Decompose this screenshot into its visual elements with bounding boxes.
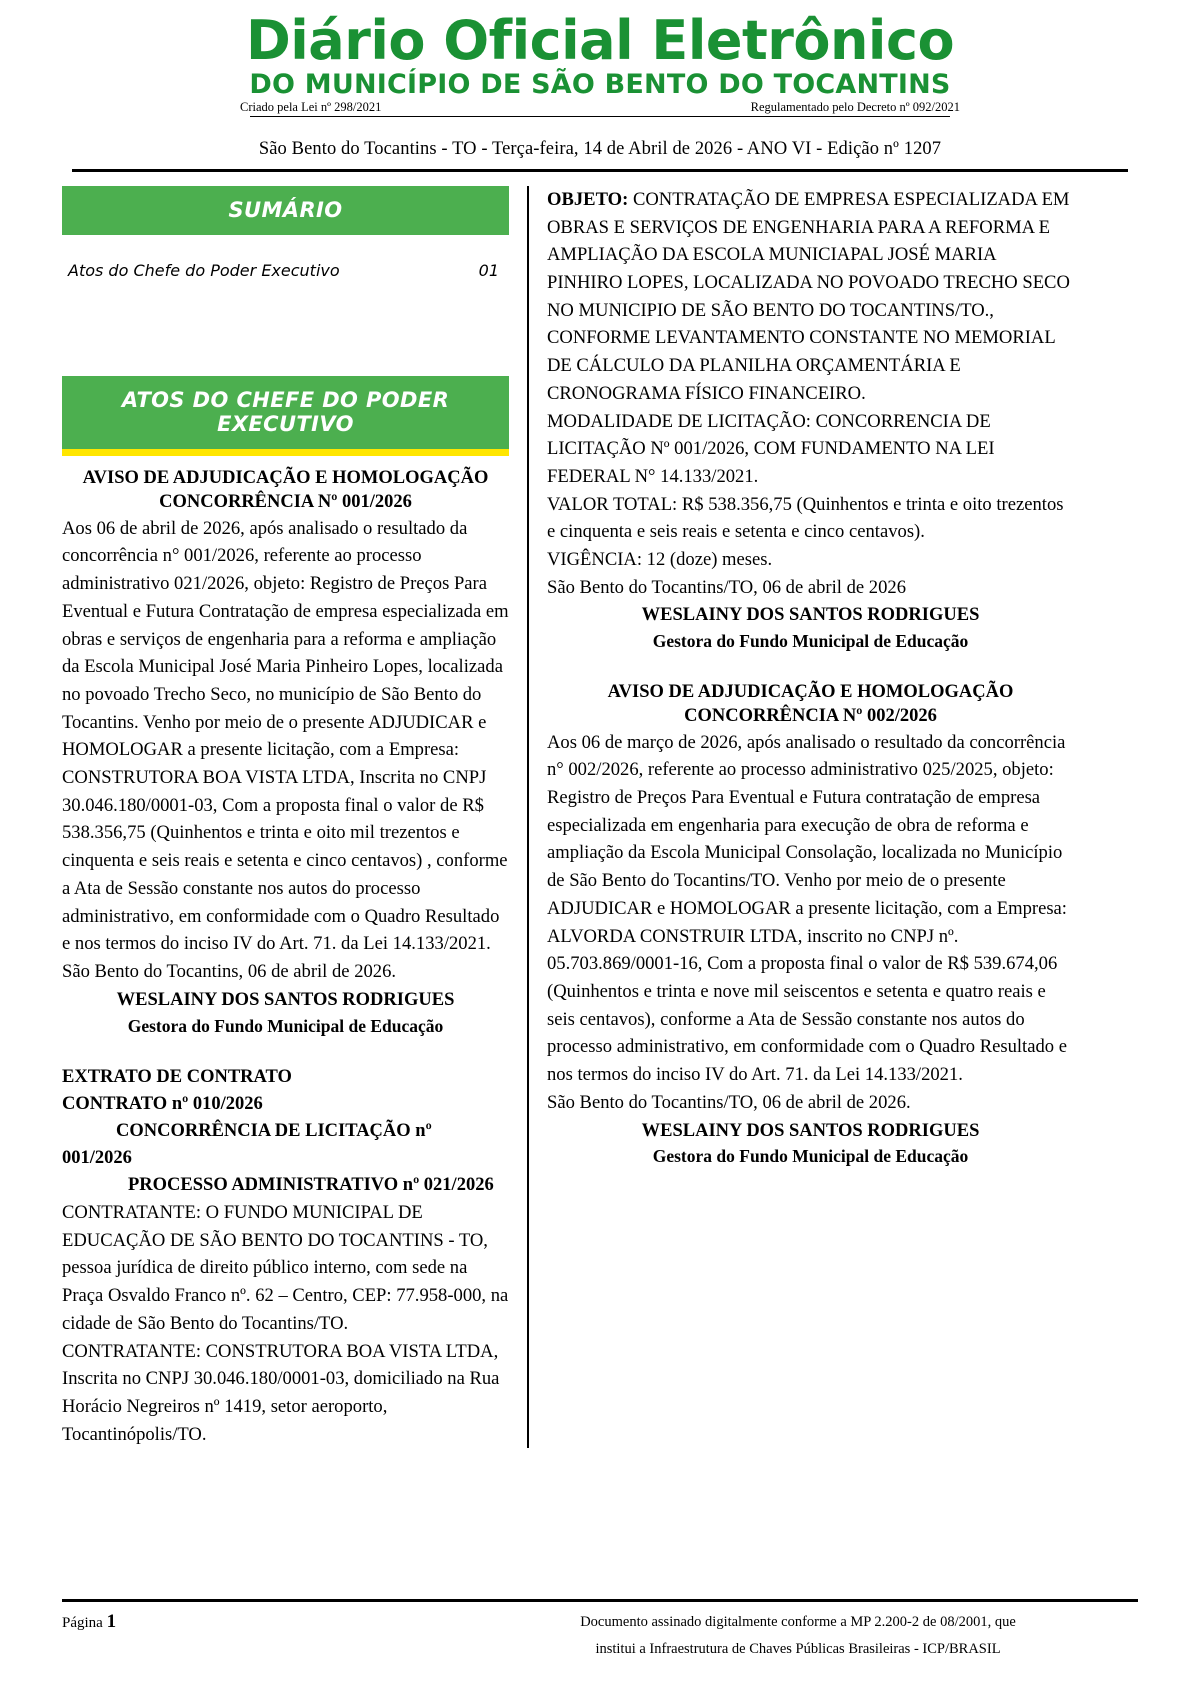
vigencia: VIGÊNCIA: 12 (doze) meses. (547, 549, 773, 571)
spacer (547, 654, 1074, 680)
notice1-place-date: São Bento do Tocantins, 06 de abril de 2026. (62, 960, 397, 982)
masthead-title: Diário Oficial Eletrônico (245, 9, 955, 72)
notice1-signer-role: Gestora do Fundo Municipal de Educação (127, 1015, 444, 1036)
notice1-title-line1: AVISO DE ADJUDICAÇÃO E HOMOLOGAÇÃO (82, 467, 489, 488)
spacer (62, 280, 509, 376)
edition-dateline: São Bento do Tocantins - TO - Terça-feira, 14 de Abril de 2026 - ANO VI - Edição nº 1207 (258, 138, 942, 159)
valor-total: VALOR TOTAL: R$ 538.356,75 (Quinhentos e trinta e oito trezentos e cinquenta e seis reais e setenta e cinco centavos). (547, 493, 1064, 543)
summary-item-label: Atos do Chefe do Poder Executivo (68, 260, 340, 280)
masthead-subtitle: DO MUNICÍPIO DE SÃO BENTO DO TOCANTINS (249, 69, 951, 100)
summary-banner: SUMÁRIO (62, 186, 509, 235)
notice2-title-line2: CONCORRÊNCIA Nº 002/2026 (684, 706, 937, 727)
summary-item-page: 01 (478, 260, 499, 280)
objeto-paragraph (547, 186, 1074, 408)
notice2-signer-role: Gestora do Fundo Municipal de Educação (652, 1146, 969, 1167)
extrato-contratada: CONTRATANTE: CONSTRUTORA BOA VISTA LTDA, Inscrita no CNPJ 30.046.180/0001-03, domiciliado na Rua Horácio Negreiros nº 1419, setor aeroporto, Tocantinópolis/TO. (62, 1340, 500, 1445)
modalidade-licitacao: MODALIDADE DE LICITAÇÃO: CONCORRENCIA DE LICITAÇÃO Nº 001/2026, COM FUNDAMENTO NA LEI FEDERAL N° 14.133/2021. (547, 410, 995, 487)
notice2-body: Aos 06 de março de 2026, após analisado o resultado da concorrência n° 002/2026, referente ao processo administrativo 025/2025, objeto: Registro de Preços Para Eventual e Futura contratação de empresa especializada em engenharia para execução de obra de reforma e ampliação da Escola Municipal Consolação, localizada no Município de São Bento do Tocantins/TO. Venho por meio de o presente ADJUDICAR e HOMOLOGAR a presente licitação, com a Empresa: ALVORDA CONSTRUIR LTDA, inscrito no CNPJ nº. 05.703.869/0001-16, Com a proposta final o valor de R$ 539.674,06 (Quinhentos e trinta e nove mil seiscentos e setenta e quatro reais e seis centavos), conforme a Ata de Sessão constante nos autos do processo administrativo, em conformidade com o Quadro Resultado e nos termos do inciso IV do Art. 71. da Lei 14.133/2021. (547, 731, 1067, 1086)
signature-note-line1: Documento assinado digitalmente conforme a MP 2.200-2 de 08/2001, que (580, 1614, 1016, 1631)
page-label: Página (62, 1615, 103, 1632)
right-column (529, 186, 1074, 1448)
notice1-title-line2: CONCORRÊNCIA Nº 001/2026 (159, 492, 412, 513)
section-banner: ATOS DO CHEFE DO PODER EXECUTIVO (62, 376, 509, 449)
summary-item-atos[interactable] (62, 235, 509, 280)
creation-law: Criado pela Lei nº 298/2021 (240, 100, 382, 115)
extrato-heading: EXTRATO DE CONTRATO (62, 1067, 292, 1088)
masthead-divider (250, 116, 950, 117)
objeto-text: CONTRATAÇÃO DE EMPRESA ESPECIALIZADA EM OBRAS E SERVIÇOS DE ENGENHARIA PARA A REFORMA E AMPLIAÇÃO DA ESCOLA MUNICIAPAL JOSÉ MARIA PINHIRO LOPES, LOCALIZADA NO POVOADO TRECHO SECO NO MUNICIPIO DE SÃO BENTO DO TOCANTINS/TO., CONFORME LEVANTAMENTO CONSTANTE NO MEMORIAL DE CÁLCULO DA PLANILHA ORÇAMENTÁRIA E CRONOGRAMA FÍSICO FINANCEIRO. (547, 188, 1070, 404)
right-place-date: São Bento do Tocantins/TO, 06 de abril de 2026 (547, 576, 906, 598)
right-signer-role: Gestora do Fundo Municipal de Educação (652, 631, 969, 652)
masthead-legal-refs (240, 101, 960, 115)
content-columns (0, 186, 1200, 1448)
extrato-concorrencia-number: 001/2026 (62, 1148, 132, 1169)
notice2-place-date: São Bento do Tocantins/TO, 06 de abril de 2026. (547, 1091, 911, 1113)
left-column (62, 186, 527, 1448)
page-indicator (62, 1609, 116, 1633)
masthead (0, 0, 1200, 117)
yellow-stripe (62, 449, 509, 456)
extrato-contrato-number: CONTRATO nº 010/2026 (62, 1094, 263, 1115)
page-number: 1 (106, 1611, 117, 1633)
notice2-title-line1: AVISO DE ADJUDICAÇÃO E HOMOLOGAÇÃO (607, 681, 1014, 702)
spacer (62, 1038, 509, 1064)
objeto-label: OBJETO: (547, 188, 629, 210)
extrato-concorrencia-label: CONCORRÊNCIA DE LICITAÇÃO nº (116, 1121, 432, 1142)
notice1-signer-name: WESLAINY DOS SANTOS RODRIGUES (116, 989, 455, 1010)
digital-signature-note (468, 1609, 1128, 1663)
footer-divider (62, 1599, 1138, 1602)
section-banner-block (62, 376, 509, 456)
summary-box (62, 186, 509, 280)
regulation-decree: Regulamentado pelo Decreto nº 092/2021 (750, 100, 960, 115)
extrato-contratante: CONTRATANTE: O FUNDO MUNICIPAL DE EDUCAÇÃO DE SÃO BENTO DO TOCANTINS - TO, pessoa jurídica de direito público interno, com sede na Praça Osvaldo Franco nº. 62 – Centro, CEP: 77.958-000, na cidade de São Bento do Tocantins/TO. (62, 1202, 509, 1334)
dateline-divider (72, 169, 1128, 172)
notice2-signer-name: WESLAINY DOS SANTOS RODRIGUES (641, 1120, 980, 1141)
page-footer (62, 1599, 1138, 1663)
right-signer-name: WESLAINY DOS SANTOS RODRIGUES (641, 605, 980, 626)
extrato-processo: PROCESSO ADMINISTRATIVO nº 021/2026 (128, 1175, 494, 1196)
signature-note-line2: institui a Infraestrutura de Chaves Públicas Brasileiras - ICP/BRASIL (595, 1641, 1001, 1658)
notice1-body: Aos 06 de abril de 2026, após analisado o resultado da concorrência n° 001/2026, referente ao processo administrativo 021/2026, objeto: Registro de Preços Para Eventual e Futura Contratação de empresa especializada em obras e serviços de engenharia para a reforma e ampliação da Escola Municipal José Maria Pinheiro Lopes, localizada no povoado Trecho Seco, no município de São Bento do Tocantins. Venho por meio de o presente ADJUDICAR e HOMOLOGAR a presente licitação, com a Empresa: CONSTRUTORA BOA VISTA LTDA, Inscrita no CNPJ 30.046.180/0001-03, Com a proposta final o valor de R$ 538.356,75 (Quinhentos e trinta e oito mil trezentos e cinquenta e seis reais e setenta e cinco centavos) , conforme a Ata de Sessão constante nos autos do processo administrativo, em conformidade com o Quadro Resultado e nos termos do inciso IV do Art. 71. da Lei 14.133/2021. (62, 517, 509, 955)
